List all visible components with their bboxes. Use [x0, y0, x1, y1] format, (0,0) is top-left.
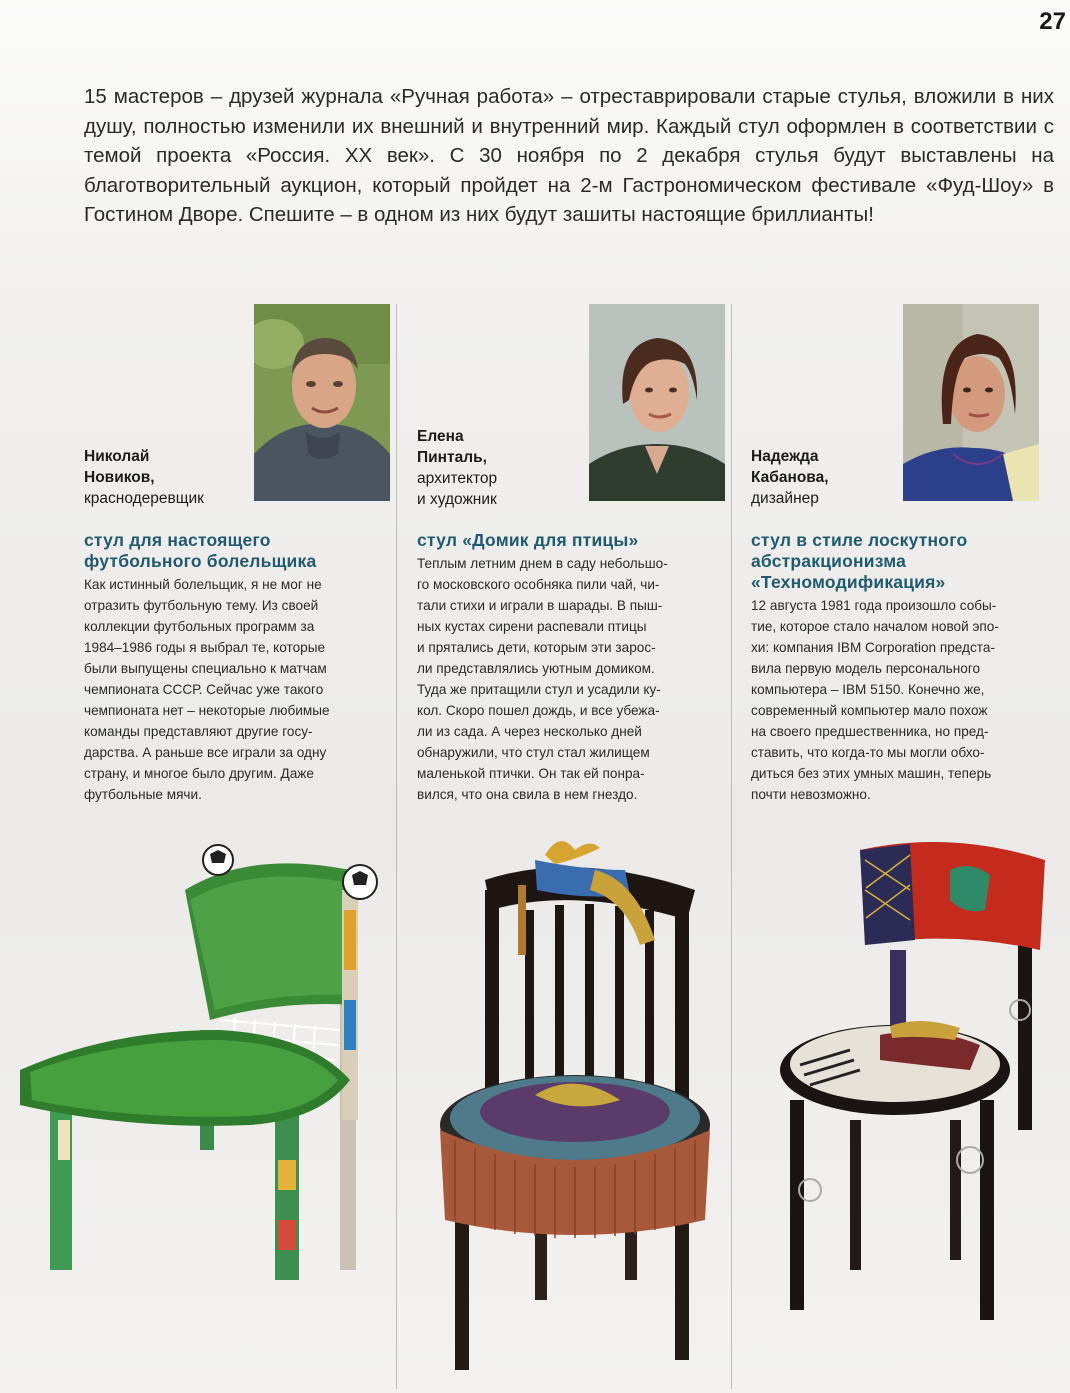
body-text-line: 1984–1986 годы я выбрал те, которые: [84, 640, 326, 655]
chair-title-birdhouse: [417, 530, 638, 551]
body-text-line: отразить футбольную тему. Из своей: [84, 598, 319, 613]
birdhouse-chair-image: [425, 830, 725, 1375]
body-text-line: обнаружили, что стул стал жилищем: [417, 745, 650, 760]
football-chair-image: [20, 830, 390, 1295]
body-text-line: современный компьютер мало похож: [751, 703, 988, 718]
person-role-line2: и художник: [417, 491, 497, 508]
body-text-line: коллекции футбольных программ за: [84, 619, 315, 634]
chair-title-line1: стул для настоящего: [84, 530, 271, 550]
person-name-line2: Кабанова,: [751, 469, 829, 486]
body-text-line: дарства. А раньше все играли за одну: [84, 745, 327, 760]
body-text-line: и прятались дети, которым эти зарос-: [417, 640, 656, 655]
body-text-line: страну, и многое было другим. Даже: [84, 766, 314, 781]
body-text-line: ставить, что когда-то мы могли обхо-: [751, 745, 985, 760]
body-text-line: компьютера – IBM 5150. Конечно же,: [751, 682, 985, 697]
body-text-line: ных кустах сирени распевали птицы: [417, 619, 647, 634]
body-text-line: Теплым летним днем в саду небольшо-: [417, 556, 668, 571]
chair-title-line2: футбольного болельщика: [84, 551, 317, 571]
body-text-line: чемпионата нет – некоторые любимые: [84, 703, 330, 718]
body-text-line: тие, которое стало началом новой эпо-: [751, 619, 999, 634]
chair-description-football: [84, 574, 330, 805]
body-text-line: были выпущены специально к матчам: [84, 661, 327, 676]
person-name-line1: Елена: [417, 428, 464, 445]
body-text-line: 12 августа 1981 года произошло собы-: [751, 598, 997, 613]
person-caption-kabanova: [751, 446, 829, 509]
body-text-line: футбольные мячи.: [84, 787, 202, 802]
person-name-line1: Николай: [84, 448, 150, 465]
chair-title-football: [84, 530, 316, 572]
body-text-line: чемпионата СССР. Сейчас уже такого: [84, 682, 324, 697]
body-text-line: ли представлялись уютным домиком.: [417, 661, 655, 676]
body-text-line: почти невозможно.: [751, 787, 871, 802]
patchwork-chair-image: [770, 830, 1060, 1325]
body-text-line: ли из сада. А через несколько дней: [417, 724, 642, 739]
body-text-line: маленькой птички. Он так ей понра-: [417, 766, 645, 781]
body-text-line: Как истинный болельщик, я не мог не: [84, 577, 322, 592]
chair-title-line3: «Техномодификация»: [751, 572, 946, 592]
body-text-line: на своего предшественника, но пред-: [751, 724, 989, 739]
body-text-line: го московского особняка пили чай, чи-: [417, 577, 660, 592]
person-role: краснодеревщик: [84, 490, 204, 507]
chair-title-line1: стул в стиле лоскутного: [751, 530, 968, 550]
chair-description-birdhouse: [417, 553, 668, 805]
body-text-line: диться без этих умных машин, теперь: [751, 766, 992, 781]
person-caption-pintal: [417, 426, 497, 510]
intro-paragraph: 15 мастеров – друзей журнала «Ручная работа» – отреставрировали старые стулья, вложили в них душу, полностью изменили их внешний и внутренний мир. Каждый стул оформлен в соответствии с темой проекта «Россия. XX век». С 30 ноября по 2 декабря стулья будут выставлены на благотворительный аукцион, который пройдет на 2-м Гастрономическом фестивале «Фуд-Шоу» в Гостином Дворе. Спешите – в одном из них будут зашиты настоящие бриллианты!: [84, 85, 1054, 226]
column-divider: [396, 304, 397, 1389]
body-text-line: кол. Скоро пошел дождь, и все убежа-: [417, 703, 660, 718]
chair-title-line2: абстракционизма: [751, 551, 907, 571]
body-text-line: Туда же притащили стул и усадили ку-: [417, 682, 661, 697]
portrait-kabanova: [903, 304, 1039, 501]
body-text-line: хи: компания IBM Corporation предста-: [751, 640, 995, 655]
person-role-line1: архитектор: [417, 470, 498, 487]
portrait-pintal: [589, 304, 725, 501]
portrait-novikov: [254, 304, 390, 501]
body-text-line: тали стихи и играли в шарады. В пыш-: [417, 598, 663, 613]
person-name-line2: Пинталь,: [417, 449, 487, 466]
chair-title-line1: стул «Домик для птицы»: [417, 530, 639, 550]
column-divider: [731, 304, 732, 1389]
body-text-line: команды представляют другие госу-: [84, 724, 313, 739]
chair-description-patchwork: [751, 595, 999, 805]
person-name-line1: Надежда: [751, 448, 819, 465]
person-role: дизайнер: [751, 490, 819, 507]
chair-title-patchwork: [751, 530, 967, 593]
body-text-line: вился, что она свила в нем гнездо.: [417, 787, 638, 802]
page-number: 27: [1039, 8, 1066, 35]
person-caption-novikov: [84, 446, 204, 509]
person-name-line2: Новиков,: [84, 469, 155, 486]
body-text-line: вила первую модель персонального: [751, 661, 981, 676]
